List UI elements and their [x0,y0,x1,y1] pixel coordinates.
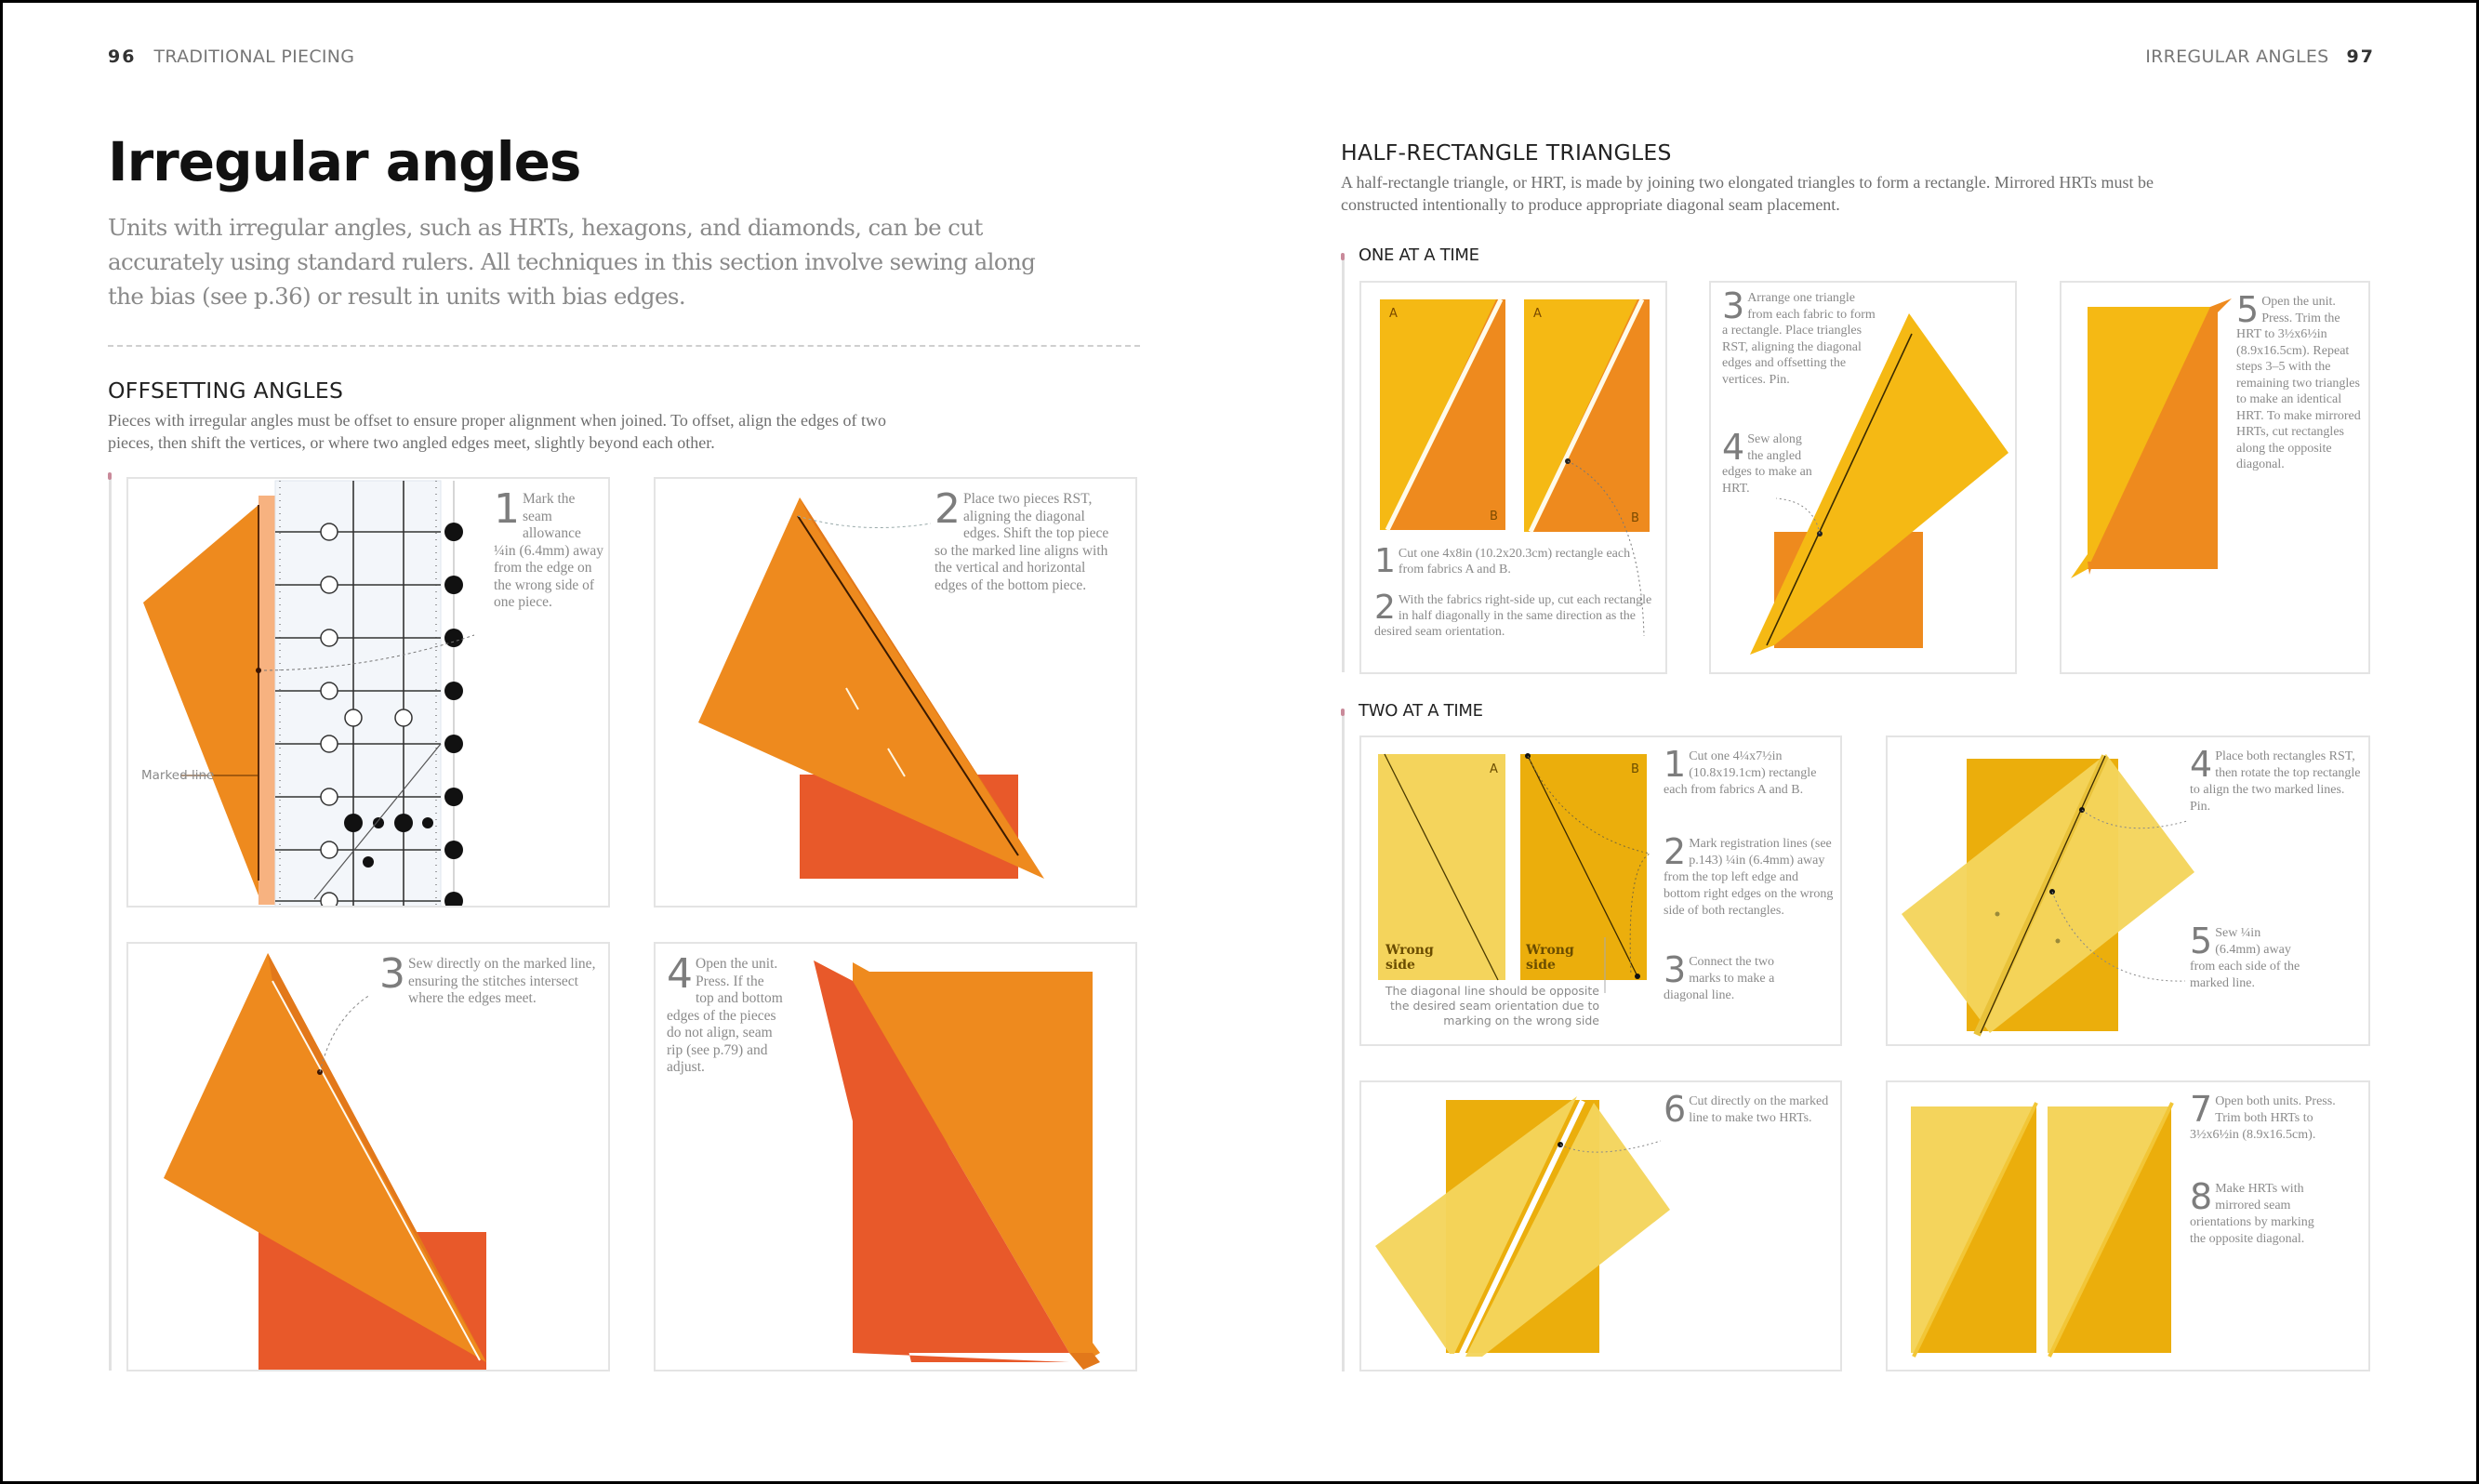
oaat-step-5-text: 5 Open the unit. Press. Trim the HRT to 3½x6½in (8.9x16.5cm). Repeat steps 3–5 with the remaining two triangles to make an identical HRT. To make mirrored HRTs, cut rectangles along the opposite diagonal. [2236,289,2361,471]
taat-step-1-3-panel [1359,735,1842,1046]
taat-step-5-text: 5 Sew ¼in (6.4mm) away from each side of the marked line. [2190,921,2300,990]
step-4-panel [654,942,1137,1371]
oaat-step-2-text: 2 With the fabrics right-side up, cut each rectangle in half diagonally in the same direction as the desired seam orientation. [1374,589,1652,639]
fabric-a-label: A [1490,762,1498,776]
taat-step-7-text: 7 Open both units. Press. Trim both HRTs to 3½x6½in (8.9x16.5cm). [2190,1089,2336,1142]
section-divider [108,345,1140,347]
taat-step-6-panel [1359,1080,1842,1371]
step-2-text: 2 Place two pieces RST, aligning the diagonal edges. Shift the top piece so the marked line aligns with the vertical and horizontal edges of the bottom piece. [935,485,1109,593]
page-title: Irregular angles [108,130,581,193]
step-4-text: 4 Open the unit. Press. If the top and bottom edges of the pieces do not align, seam rip (see p.79) and adjust. [667,950,783,1075]
oaat-step-3-text: 3 Arrange one triangle from each fabric to form a rectangle. Place triangles RST, aligning the diagonal edges and offsetting the vertices. Pin. [1722,285,1876,387]
oaat-step-5-panel [2060,281,2370,674]
page-number-right: 97 [2346,46,2375,67]
running-head-left: TRADITIONAL PIECING [153,46,355,67]
step-1-panel [126,477,610,908]
oaat-step-4-text: 4 Sew along the angled edges to make an HRT. [1722,427,1812,496]
step-1-text: 1 Mark the seam allowance ¼in (6.4mm) away from the edge on the wrong side of one piece. [494,485,603,610]
fabric-b-label: B [1631,762,1639,776]
intro-paragraph: Units with irregular angles, such as HRTs, hexagons, and diamonds, can be cut accurately using standard rulers. All techniques in this section involve sewing along the bias (see p.36) or result in units with bias edges. [108,214,1036,310]
hrt-description: A half-rectangle triangle, or HRT, is made by joining two elongated triangles to form a rectangle. Mirrored HRTs must be constructed intentionally to produce appropriate diagonal seam placement. [1341,173,2154,214]
fabric-b-label: B [1631,511,1639,525]
two-at-a-time-guide-line [1342,711,1345,1371]
right-running-head [2145,46,2375,67]
taat-step-1-text: 1 Cut one 4¼x7½in (10.8x19.1cm) rectangle each from fabrics A and B. [1664,744,1817,797]
fabric-a-label: A [1533,307,1542,321]
running-head-right: IRREGULAR ANGLES [2145,46,2329,67]
one-at-a-time-guide-dot [1341,253,1345,260]
taat-step-6-text: 6 Cut directly on the marked line to make two HRTs. [1664,1089,1829,1130]
taat-step-3-text: 3 Connect the two marks to make a diagonal line. [1664,949,1775,1002]
one-at-a-time-heading: ONE AT A TIME [1359,245,1479,265]
left-guide-dot [108,472,112,480]
taat-step-7-8-panel [1886,1080,2370,1371]
taat-step-4-text: 4 Place both rectangles RST, then rotate the top rectangle to align the two marked lines. Pin. [2190,744,2361,814]
step-2-panel [654,477,1137,908]
taat-step-8-text: 8 Make HRTs with mirrored seam orientations by marking the opposite diagonal. [2190,1176,2314,1246]
taat-step-2-text: 2 Mark registration lines (see p.143) ¼in (6.4mm) away from the top left edge and bottom right edges on the wrong side of both rectangles. [1664,831,1834,918]
step-3-text: 3 Sew directly on the marked line, ensuring the stitches intersect where the edges meet. [379,950,596,1006]
marked-line-callout: Marked line [141,768,215,783]
oaat-step-1-text: 1 Cut one 4x8in (10.2x20.3cm) rectangle each from fabrics A and B. [1374,542,1631,580]
wrong-side-label-b: Wrong side [1526,943,1574,973]
fabric-b-label: B [1490,510,1498,523]
diagonal-line-caption: The diagonal line should be opposite the desired seam orientation due to marking on the wrong side [1385,984,1599,1027]
offsetting-angles-description: Pieces with irregular angles must be offset to ensure proper alignment when joined. To offset, align the edges of two pieces, then shift the vertices, or where two angled edges meet, slightly beyond each other. [108,411,887,452]
left-running-head [108,46,354,67]
sewn-pieces-illustration [128,944,610,1371]
left-guide-line [109,476,112,1371]
taat-step-4-5-panel [1886,735,2370,1046]
hrt-heading: HALF-RECTANGLE TRIANGLES [1341,139,1672,166]
two-at-a-time-heading: TWO AT A TIME [1359,701,1483,721]
step-3-panel [126,942,610,1371]
page-number-left: 96 [108,46,137,67]
offsetting-angles-heading: OFFSETTING ANGLES [108,378,344,404]
wrong-side-label-a: Wrong side [1385,943,1434,973]
two-at-a-time-guide-dot [1341,709,1345,716]
one-at-a-time-guide-line [1342,256,1345,672]
oaat-step-3-4-panel [1709,281,2017,674]
fabric-a-label: A [1389,307,1398,321]
orange-piece [143,505,259,895]
oaat-step-1-2-panel [1359,281,1667,674]
